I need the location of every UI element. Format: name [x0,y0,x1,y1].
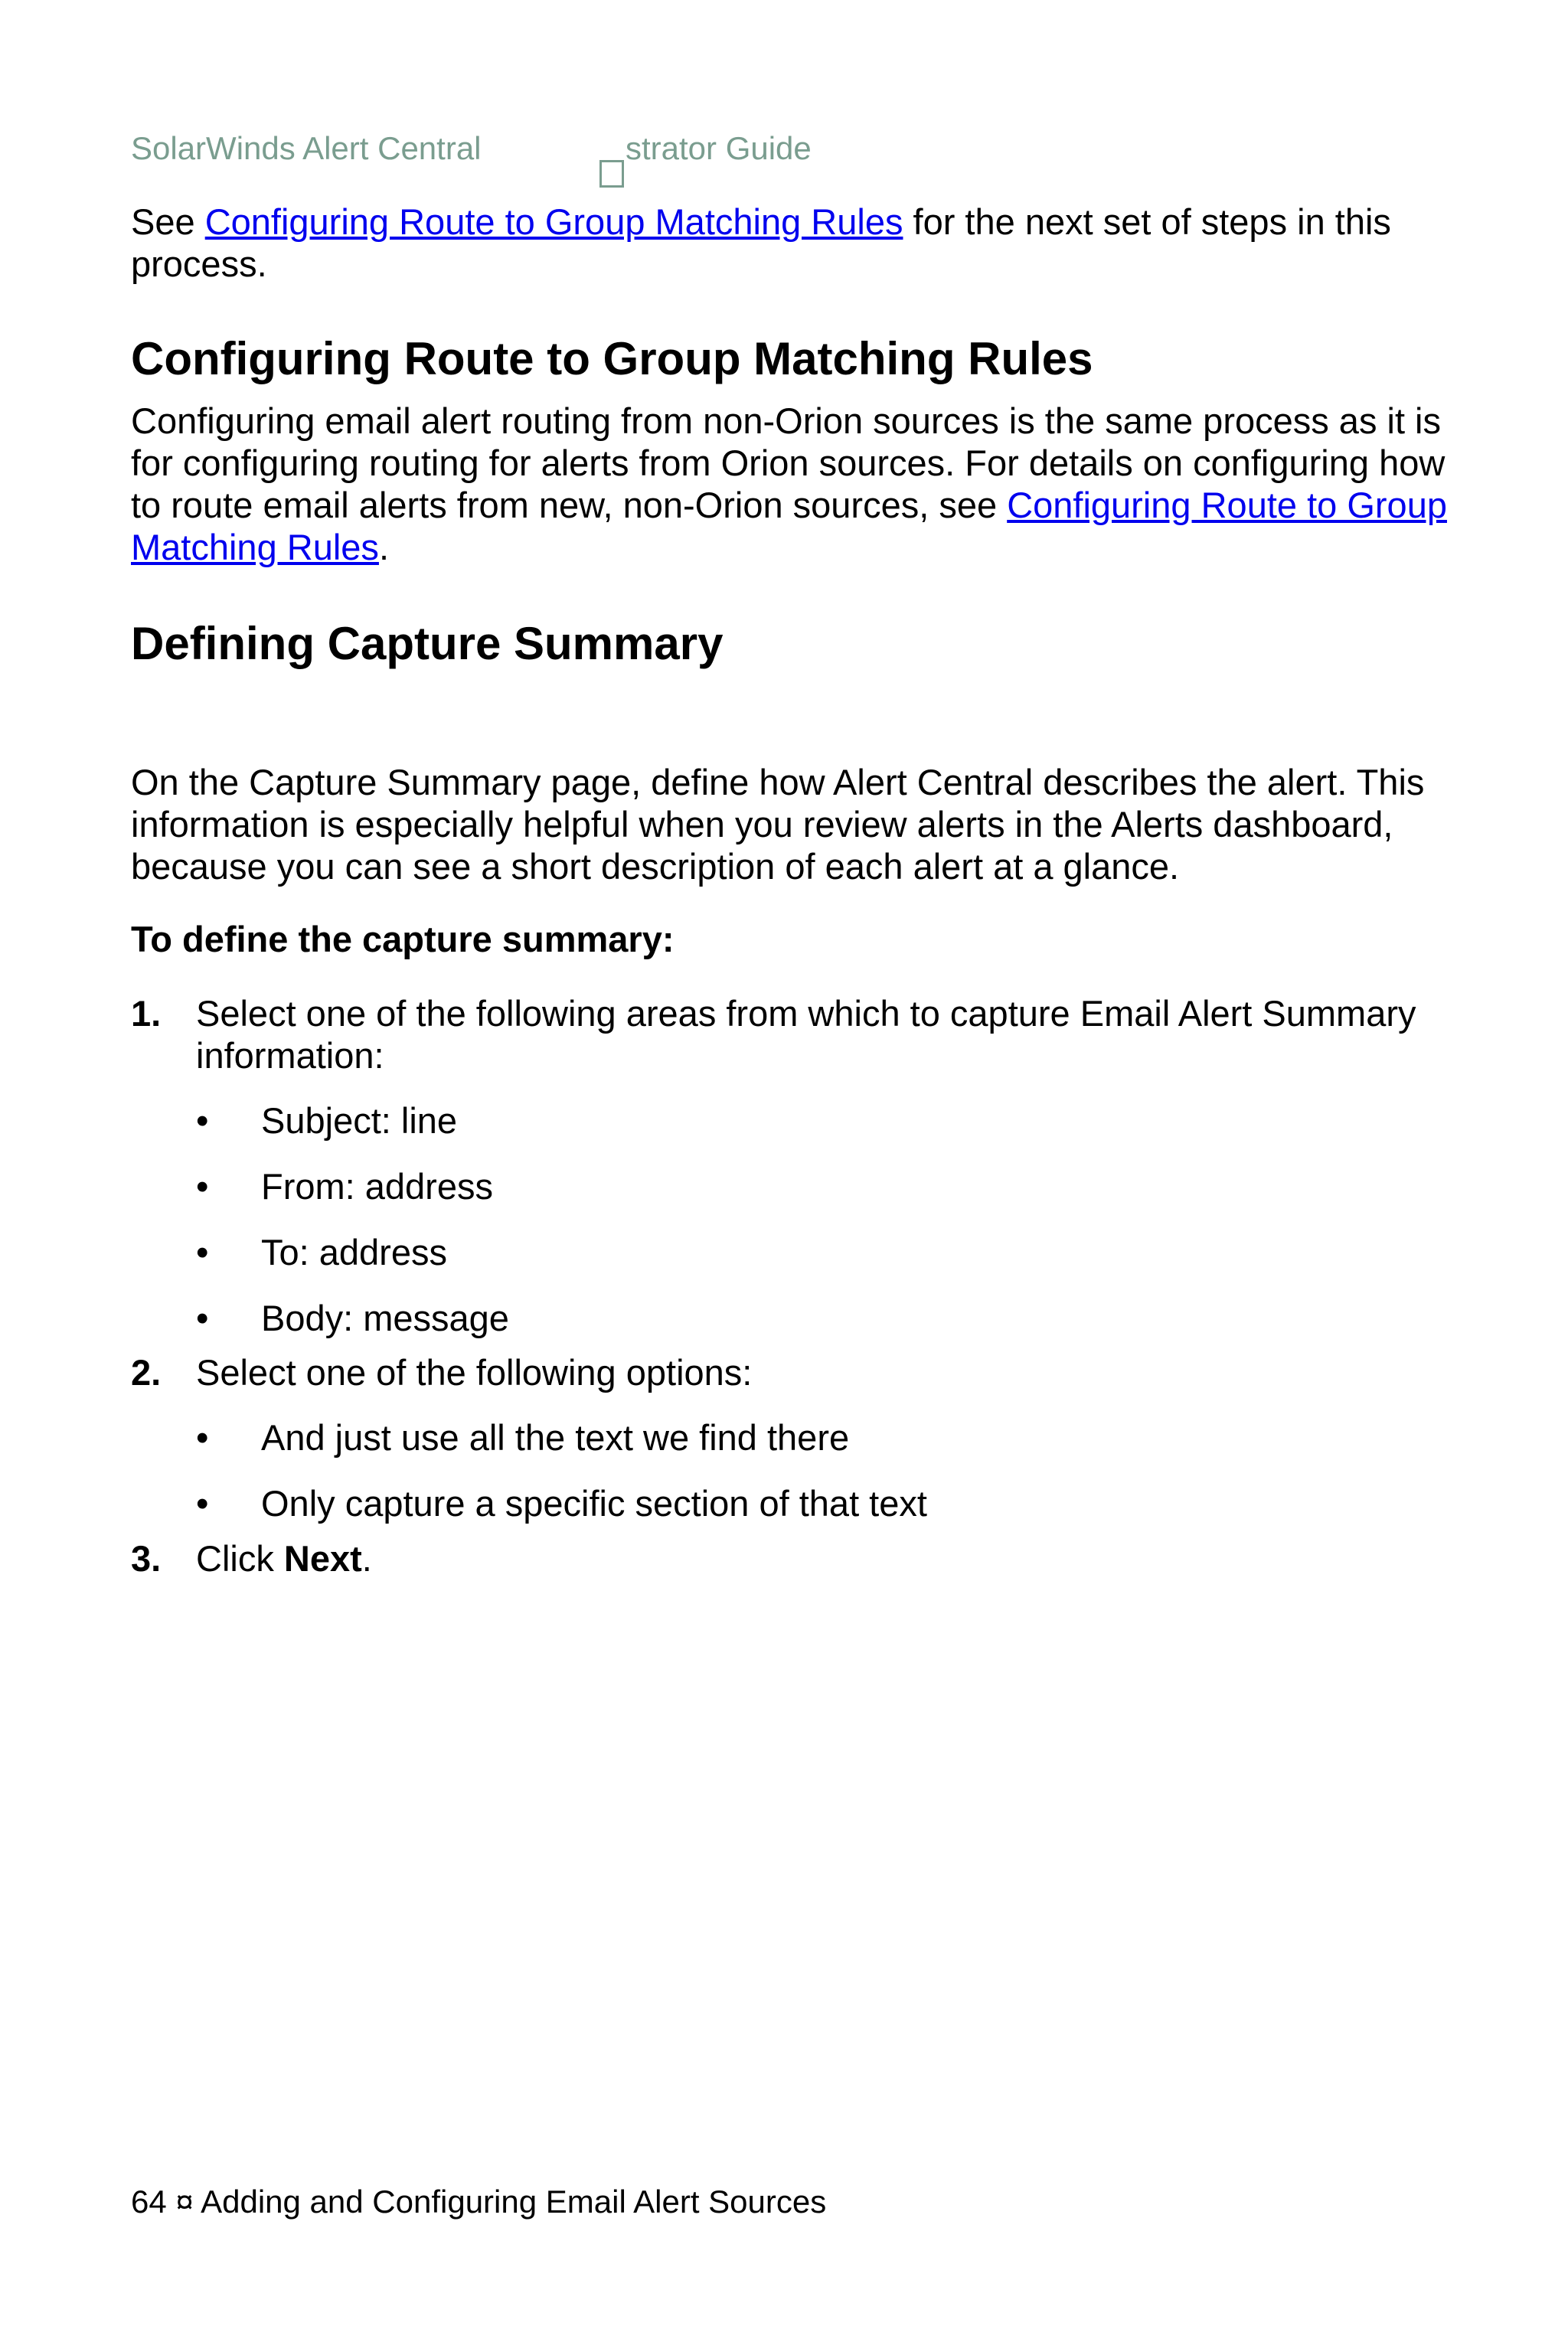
area-options-list [196,1099,1448,1339]
route-section-heading: Configuring Route to Group Matching Rules [131,333,1093,384]
bullet-icon: • [196,1298,209,1338]
route-body-text: Configuring email alert routing from non-Orion sources is the same process as it is for configuring routing for alerts from Orion sources. For details on configuring how to route email alerts from new, non-Orion sources, see [131,400,1446,525]
route-section-paragraph [131,400,1448,568]
missing-glyph-box [599,160,624,188]
procedure-title: To define the capture summary: [131,919,675,959]
route-rules-link[interactable]: Configuring Route to Group Matching Rules [204,201,903,242]
step-2 [131,1351,1448,1524]
bullet-text: Body: message [261,1298,509,1338]
bullet-text: To: address [261,1232,447,1272]
header-product-name: SolarWinds Alert Central [131,130,482,166]
text-options-list [196,1416,1448,1524]
next-ui-label: Next [283,1538,362,1579]
step-text: Select one of the following areas from which to capture Email Alert Summary information: [196,993,1416,1076]
step-text: Select one of the following options: [196,1352,753,1393]
procedure-steps [131,992,1448,1579]
list-item [196,1297,1448,1339]
step-1 [131,992,1448,1339]
list-item [196,1416,1448,1459]
step-text-suffix: . [361,1538,372,1579]
route-rules-link-2[interactable]: Configuring Route to Group Matching Rules [131,485,1447,567]
list-item [196,1231,1448,1273]
page-footer: 64 ¤ Adding and Configuring Email Alert Sources [131,2184,827,2220]
see-prefix: See [131,201,205,242]
see-paragraph [131,201,1448,285]
capture-section-paragraph: On the Capture Summary page, define how Alert Central describes the alert. This information is especially helpful when you review alerts in the Alerts dashboard, because you can see a short description of each alert at a glance. [131,762,1425,887]
see-suffix: for the next set of steps in this process. [131,201,1391,284]
route-suffix: . [378,527,389,567]
step-3 [131,1537,1448,1579]
step-number: 2. [131,1352,162,1393]
step-number: 1. [131,993,162,1034]
bullet-icon: • [196,1417,209,1458]
bullet-text: Only capture a specific section of that text [261,1483,927,1524]
bullet-icon: • [196,1232,209,1272]
header-guide-title-text: strator Guide [626,130,812,166]
bullet-text: From: address [261,1166,493,1207]
step-number: 3. [131,1538,162,1579]
page-content [131,201,1448,1579]
bullet-icon: • [196,1483,209,1524]
bullet-icon: • [196,1166,209,1207]
bullet-text: And just use all the text we find there [261,1417,850,1458]
capture-section-heading: Defining Capture Summary [131,618,724,669]
step-text-prefix: Click [196,1538,284,1579]
bullet-text: Subject: line [261,1100,458,1141]
bullet-icon: • [196,1100,209,1141]
header-guide-title [599,130,812,188]
list-item [196,1482,1448,1524]
list-item [196,1099,1448,1142]
list-item [196,1165,1448,1207]
